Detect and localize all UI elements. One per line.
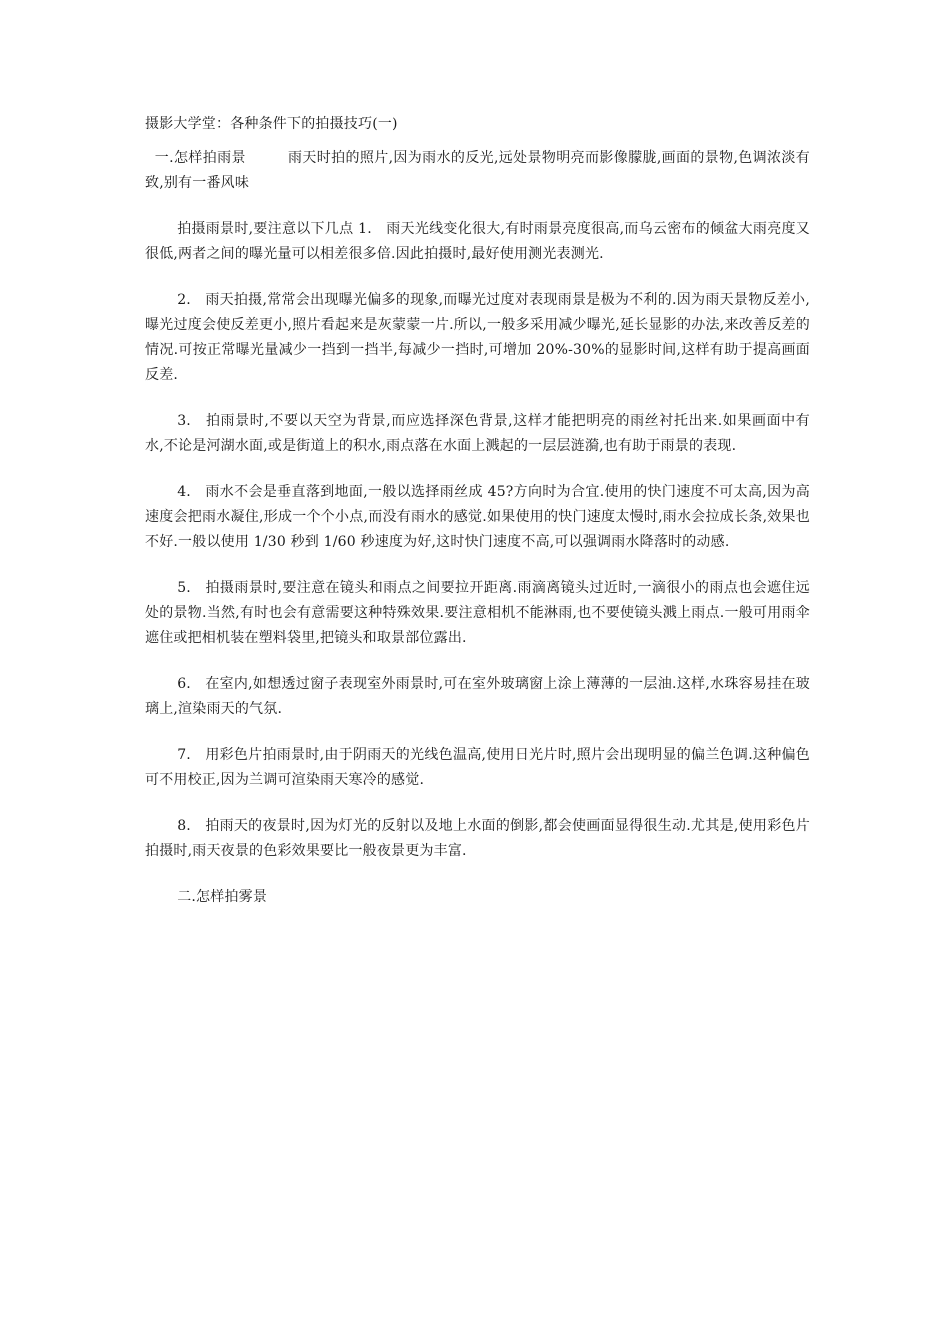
paragraph-8: 8. 拍雨天的夜景时,因为灯光的反射以及地上水面的倒影,都会使画面显得很生动.尤其是,使用彩色片拍摄时,雨天夜景的色彩效果要比一般夜景更为丰富.: [145, 818, 810, 859]
paragraph-4: 4. 雨水不会是垂直落到地面,一般以选择雨丝成 45?方向时为合宜.使用的快门速度不可太高,因为高速度会把雨水凝住,形成一个个小点,而没有雨水的感觉.如果使用的快门速度太慢时,雨水会拉成长条,效果也不好.一般以使用 1/30 秒到 1/60 秒速度为好,这时快门速度不高,可以强调雨水降落时的动感.: [145, 484, 810, 550]
document-title: 摄影大学堂：各种条件下的拍摄技巧(一): [145, 116, 398, 132]
paragraph-5: 5. 拍摄雨景时,要注意在镜头和雨点之间要拉开距离.雨滴离镜头过近时,一滴很小的雨点也会遮住远处的景物.当然,有时也会有意需要这种特殊效果.要注意相机不能淋雨,也不要使镜头溅上雨点.一般可用雨伞遮住或把相机装在塑料袋里,把镜头和取景部位露出.: [145, 580, 810, 646]
section-2-heading: 二.怎样拍雾景: [177, 889, 268, 905]
paragraph-2: 2. 雨天拍摄,常常会出现曝光偏多的现象,而曝光过度对表现雨景是极为不利的.因为雨天景物反差小,曝光过度会使反差更小,照片看起来是灰蒙蒙一片.所以,一般多采用减少曝光,延长显影的办法,来改善反差的情况.可按正常曝光量减少一挡到一挡半,每减少一挡时,可增加 20%-30%的显影时间,这样有助于提高画面反差.: [145, 292, 810, 383]
paragraph-1: 拍摄雨景时,要注意以下几点 1. 雨天光线变化很大,有时雨景亮度很高,而乌云密布的倾盆大雨亮度又很低,两者之间的曝光量可以相差很多倍.因此拍摄时,最好使用测光表测光.: [145, 221, 810, 262]
paragraph-7: 7. 用彩色片拍雨景时,由于阴雨天的光线色温高,使用日光片时,照片会出现明显的偏兰色调.这种偏色可不用校正,因为兰调可渲染雨天寒冷的感觉.: [145, 747, 810, 788]
document-page: [145, 112, 810, 931]
section-1-heading: 一.怎样拍雨景: [154, 150, 246, 166]
section-1-intro: [145, 146, 810, 196]
section-1-intro-text: 雨天时拍的照片,因为雨水的反光,远处景物明亮而影像朦胧,画面的景物,色调浓淡有致,别有一番风味: [145, 150, 810, 191]
paragraph-3: 3. 拍雨景时,不要以天空为背景,而应选择深色背景,这样才能把明亮的雨丝衬托出来.如果画面中有水,不论是河湖水面,或是街道上的积水,雨点落在水面上溅起的一层层涟漪,也有助于雨景的表现.: [145, 413, 810, 454]
paragraph-6: 6. 在室内,如想透过窗子表现室外雨景时,可在室外玻璃窗上涂上薄薄的一层油.这样,水珠容易挂在玻璃上,渲染雨天的气氛.: [145, 676, 810, 717]
